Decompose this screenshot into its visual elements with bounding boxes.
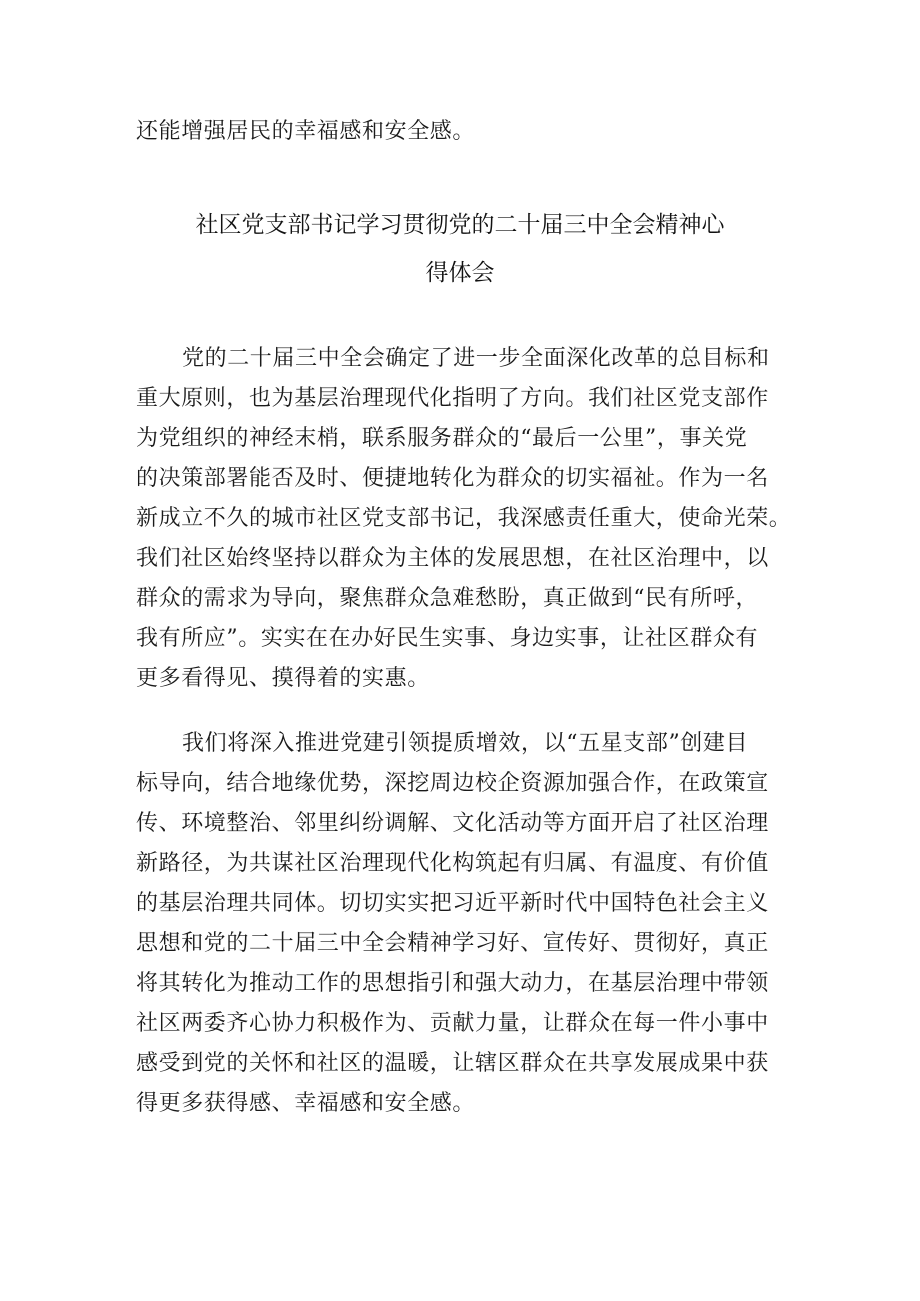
paragraph-line: 党的二十届三中全会确定了进一步全面深化改革的总目标和 bbox=[182, 346, 770, 371]
paragraph-line: 我们社区始终坚持以群众为主体的发展思想，在社区治理中，以 bbox=[136, 546, 769, 571]
paragraph-line: 重大原则，也为基层治理现代化指明了方向。我们社区党支部作 bbox=[136, 386, 769, 411]
paragraph-line: 将其转化为推动工作的思想指引和强大动力，在基层治理中带领 bbox=[136, 971, 769, 996]
paragraph-line: 感受到党的关怀和社区的温暖，让辖区群众在共享发展成果中获 bbox=[136, 1051, 769, 1076]
paragraph-line: 我有所应”。实实在在办好民生实事、身边实事，让社区群众有 bbox=[136, 626, 759, 651]
paragraph-line: 社区两委齐心协力积极作为、贡献力量，让群众在每一件小事中 bbox=[136, 1011, 769, 1036]
intro-continuation-line: 还能增强居民的幸福感和安全感。 bbox=[136, 119, 476, 144]
paragraph-line: 得更多获得感、幸福感和安全感。 bbox=[136, 1091, 476, 1116]
document-title-line-2: 得体会 bbox=[425, 260, 495, 286]
paragraph-line: 的决策部署能否及时、便捷地转化为群众的切实福祉。作为一名 bbox=[136, 466, 769, 491]
paragraph-line: 思想和党的二十届三中全会精神学习好、宣传好、贯彻好，真正 bbox=[136, 931, 769, 956]
paragraph-line: 更多看得见、摸得着的实惠。 bbox=[136, 666, 430, 691]
paragraph-line: 我们将深入推进党建引领提质增效，以“五星支部”创建目 bbox=[182, 731, 749, 756]
paragraph-line: 群众的需求为导向，聚焦群众急难愁盼，真正做到“民有所呼， bbox=[136, 586, 759, 611]
paragraph-line: 为党组织的神经末梢，联系服务群众的“最后一公里”，事关党 bbox=[136, 426, 748, 451]
paragraph-line: 标导向，结合地缘优势，深挖周边校企资源加强合作，在政策宣 bbox=[136, 771, 769, 796]
paragraph-line: 的基层治理共同体。切切实实把习近平新时代中国特色社会主义 bbox=[136, 891, 769, 916]
document-title-line-1: 社区党支部书记学习贯彻党的二十届三中全会精神心 bbox=[195, 212, 725, 238]
paragraph-line: 新成立不久的城市社区党支部书记，我深感责任重大，使命光荣。 bbox=[136, 506, 792, 531]
paragraph-line: 传、环境整治、邻里纠纷调解、文化活动等方面开启了社区治理 bbox=[136, 811, 769, 836]
paragraph-line: 新路径，为共谋社区治理现代化构筑起有归属、有温度、有价值 bbox=[136, 851, 769, 876]
